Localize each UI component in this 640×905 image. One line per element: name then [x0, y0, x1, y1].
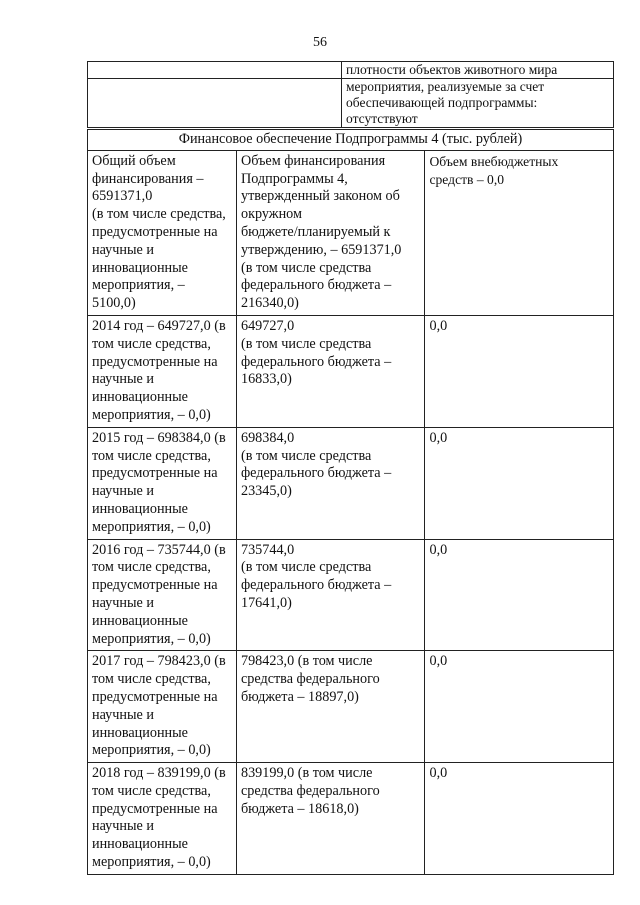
year-total-cell: 2017 год – 798423,0 (в том числе средства, предусмотренные на научные и инновационные мероприятия, – 0,0) [88, 651, 237, 763]
top-left-cell-2 [88, 79, 342, 128]
page-number: 56 [313, 35, 327, 50]
table-row [88, 427, 614, 539]
extra-cell: 0,0 [425, 539, 614, 651]
table-row [88, 651, 614, 763]
extra-cell: 0,0 [425, 427, 614, 539]
table-row [88, 763, 614, 875]
top-row-2 [88, 79, 614, 128]
header-extra-cell: Объем внебюджетных средств – 0,0 [425, 150, 614, 315]
budget-cell: 735744,0 (в том числе средства федерального бюджета – 17641,0) [236, 539, 425, 651]
budget-cell: 798423,0 (в том числе средства федерального бюджета – 18897,0) [236, 651, 425, 763]
header-budget-cell: Объем финансирования Подпрограммы 4, утвержденный законом об окружном бюджете/планируемый к утверждению, – 6591371,0 (в том числе средства федерального бюджета – 216340,0) [236, 150, 425, 315]
budget-cell: 649727,0 (в том числе средства федерального бюджета – 16833,0) [236, 315, 425, 427]
financing-table [87, 129, 614, 875]
year-total-cell: 2014 год – 649727,0 (в том числе средства, предусмотренные на научные и инновационные мероприятия, – 0,0) [88, 315, 237, 427]
top-section-table [87, 61, 614, 128]
budget-cell: 839199,0 (в том числе средства федерального бюджета – 18618,0) [236, 763, 425, 875]
extra-cell: 0,0 [425, 315, 614, 427]
year-total-cell: 2016 год – 735744,0 (в том числе средства, предусмотренные на научные и инновационные мероприятия, – 0,0) [88, 539, 237, 651]
budget-cell: 698384,0 (в том числе средства федерального бюджета – 23345,0) [236, 427, 425, 539]
extra-cell: 0,0 [425, 763, 614, 875]
table-row [88, 539, 614, 651]
top-text-line-2: мероприятия, реализуемые за счет обеспечивающей подпрограммы: отсутствуют [342, 79, 614, 128]
year-total-cell: 2018 год – 839199,0 (в том числе средства, предусмотренные на научные и инновационные мероприятия, – 0,0) [88, 763, 237, 875]
year-total-cell: 2015 год – 698384,0 (в том числе средства, предусмотренные на научные и инновационные мероприятия, – 0,0) [88, 427, 237, 539]
financing-title-row [88, 130, 614, 151]
top-left-cell-1 [88, 62, 342, 79]
financing-title: Финансовое обеспечение Подпрограммы 4 (тыс. рублей) [88, 130, 614, 151]
table-row [88, 315, 614, 427]
top-text-line-1: плотности объектов животного мира [342, 62, 614, 79]
financing-header-row [88, 150, 614, 315]
extra-cell: 0,0 [425, 651, 614, 763]
top-row-1 [88, 62, 614, 79]
header-total-cell: Общий объем финансирования – 6591371,0 (в том числе средства, предусмотренные на научные и инновационные мероприятия, – 5100,0) [88, 150, 237, 315]
